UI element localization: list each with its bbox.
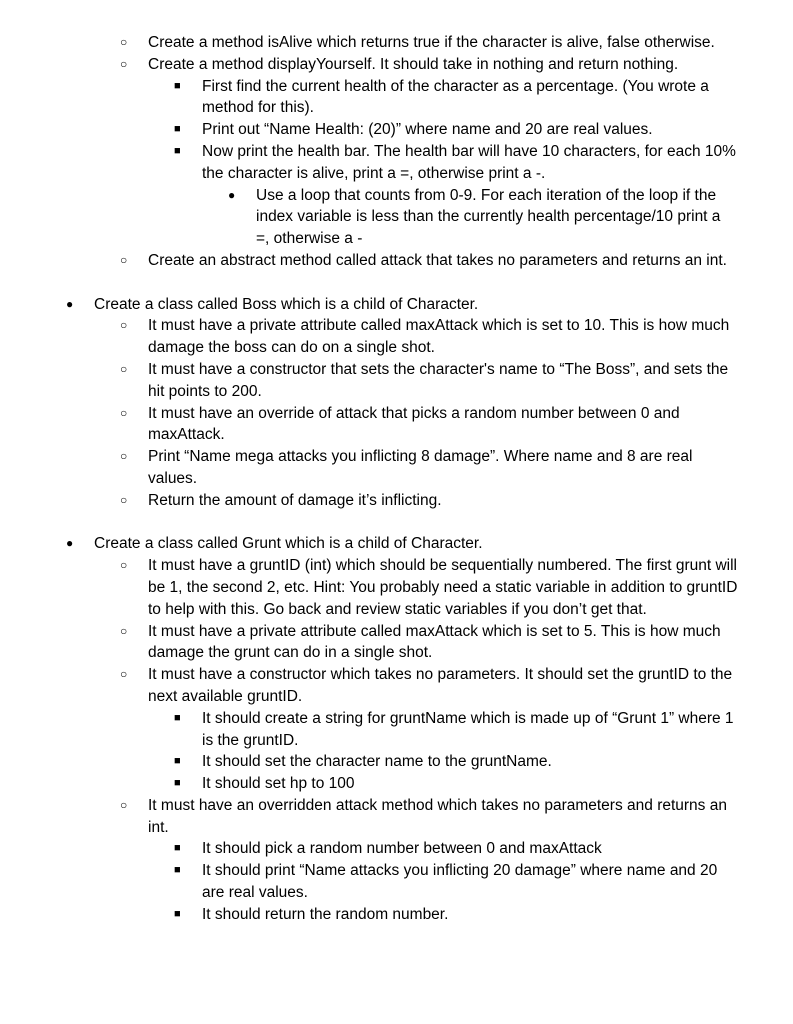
circle-bullet-icon: ○: [120, 252, 128, 267]
square-bullet-icon: ■: [174, 711, 181, 724]
list-item: [0, 621, 793, 665]
item-text: It must have an overridden attack method which takes no parameters and returns an int.: [148, 796, 727, 836]
list-item: [0, 446, 793, 490]
list-item: [0, 751, 793, 773]
item-text: It must have a gruntID (int) which should be sequentially numbered. The first grunt will be 1, the second 2, etc. Hint: You probably need a static variable in addition to gruntID to help with this. Go back and review static variables if you don’t get that.: [148, 557, 738, 618]
item-text: It should pick a random number between 0 and maxAttack: [202, 840, 602, 858]
list-item: [0, 32, 793, 54]
item-text: Create an abstract method called attack that takes no parameters and returns an int.: [148, 251, 727, 269]
list-item: [0, 185, 793, 250]
item-text: Create a method isAlive which returns true if the character is alive, false otherwise.: [148, 34, 715, 51]
circle-bullet-icon: ○: [120, 56, 128, 71]
item-text: Now print the health bar. The health bar will have 10 characters, for each 10% the character is alive, print a =, otherwise print a -.: [202, 142, 736, 182]
circle-bullet-icon: ○: [120, 318, 128, 333]
item-text: It must have an override of attack that picks a random number between 0 and maxAttack.: [148, 404, 680, 444]
disc-bullet-icon: ●: [228, 187, 236, 202]
circle-bullet-icon: ○: [120, 623, 128, 638]
item-text: First find the current health of the character as a percentage. (You wrote a method for this).: [202, 77, 709, 117]
list-item: [0, 860, 793, 904]
item-text: It should print “Name attacks you inflicting 20 damage” where name and 20 are real values.: [202, 862, 718, 902]
item-text: It must have a private attribute called maxAttack which is set to 10. This is how much damage the boss can do on a single shot.: [148, 317, 730, 357]
circle-bullet-icon: ○: [120, 667, 128, 682]
circle-bullet-icon: ○: [120, 405, 128, 420]
circle-bullet-icon: ○: [120, 797, 128, 812]
item-text: Create a class called Grunt which is a child of Character.: [94, 535, 483, 553]
list-item: [0, 119, 793, 141]
square-bullet-icon: ■: [174, 777, 181, 790]
circle-bullet-icon: ○: [120, 449, 128, 464]
disc-bullet-icon: ●: [66, 536, 74, 551]
item-text: Use a loop that counts from 0-9. For each iteration of the loop if the index variable is less than the currently health percentage/10 print a =, otherwise a -: [256, 186, 721, 248]
list-item: [0, 555, 793, 620]
item-text: Create a method displayYourself. It should take in nothing and return nothing.: [148, 55, 679, 73]
circle-bullet-icon: ○: [120, 361, 128, 376]
list-item: [0, 250, 793, 272]
square-bullet-icon: ■: [174, 123, 181, 136]
list-item: [0, 838, 793, 860]
item-text: It should set hp to 100: [202, 775, 355, 793]
list-item: [0, 141, 793, 185]
list-item: [0, 359, 793, 403]
list-item: [0, 708, 793, 752]
list-item: [0, 795, 793, 839]
list-item: [0, 664, 793, 708]
list-item: [0, 54, 793, 76]
square-bullet-icon: ■: [174, 907, 181, 920]
item-text: It must have a constructor that sets the character's name to “The Boss”, and sets the hit points to 200.: [148, 360, 729, 400]
boss-heading: [0, 294, 793, 316]
item-text: It must have a private attribute called maxAttack which is set to 5. This is how much damage the grunt can do in a single shot.: [148, 622, 721, 662]
document-body: [0, 32, 793, 926]
item-text: Print “Name mega attacks you inflicting 8 damage”. Where name and 8 are real values.: [148, 448, 693, 487]
square-bullet-icon: ■: [174, 864, 181, 877]
grunt-heading: [0, 533, 793, 555]
square-bullet-icon: ■: [174, 144, 181, 157]
item-text: Create a class called Boss which is a child of Character.: [94, 295, 479, 313]
circle-bullet-icon: ○: [120, 558, 128, 573]
circle-bullet-icon: ○: [120, 492, 128, 507]
list-item: [0, 403, 793, 447]
list-item: [0, 904, 793, 926]
square-bullet-icon: ■: [174, 79, 181, 92]
item-text: Print out “Name Health: (20)” where name and 20 are real values.: [202, 121, 653, 139]
square-bullet-icon: ■: [174, 842, 181, 855]
circle-bullet-icon: ○: [120, 35, 128, 49]
item-text: Return the amount of damage it’s inflicting.: [148, 491, 442, 509]
list-item: [0, 490, 793, 512]
list-item: [0, 773, 793, 795]
list-item: [0, 76, 793, 120]
list-item: [0, 315, 793, 359]
square-bullet-icon: ■: [174, 755, 181, 768]
item-text: It must have a constructor which takes no parameters. It should set the gruntID to the next available gruntID.: [148, 666, 733, 705]
disc-bullet-icon: ●: [66, 296, 74, 311]
item-text: It should return the random number.: [202, 905, 449, 923]
item-text: It should set the character name to the gruntName.: [202, 753, 552, 771]
item-text: It should create a string for gruntName which is made up of “Grunt 1” where 1 is the gruntID.: [202, 709, 734, 749]
